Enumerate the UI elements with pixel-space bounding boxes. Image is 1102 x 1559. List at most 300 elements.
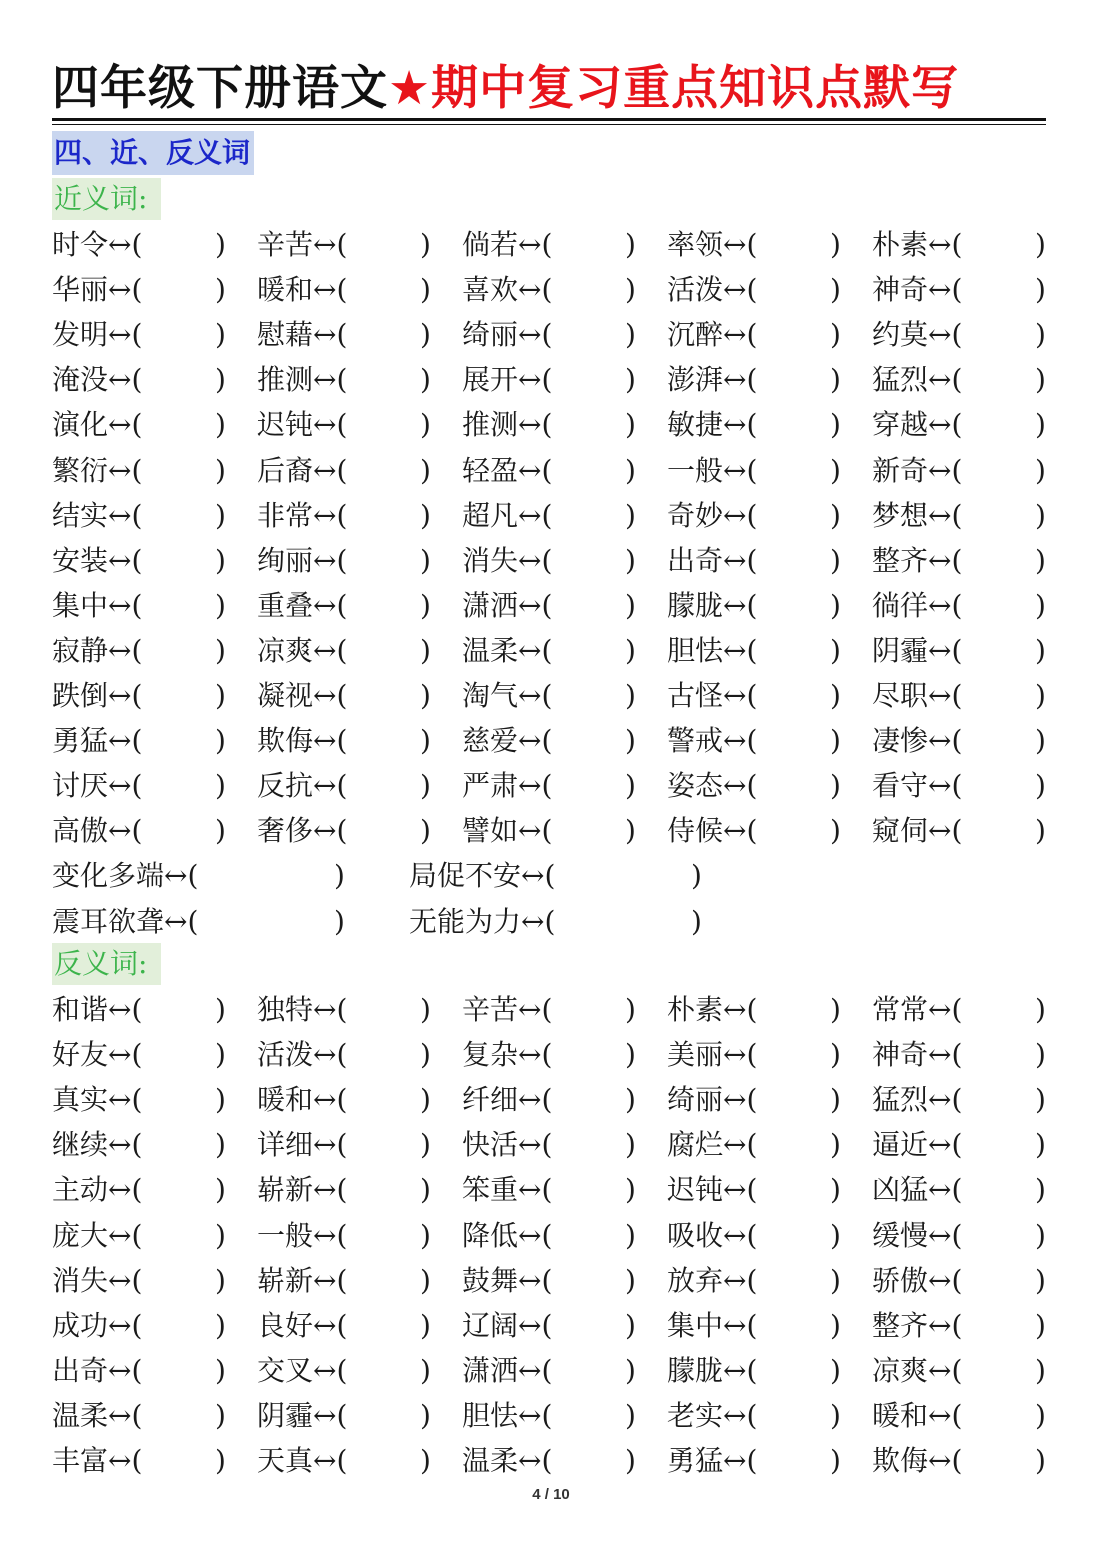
blank-close: ) (215, 453, 226, 487)
word-pair-entry (872, 1303, 962, 1348)
word: 暖和 (257, 1083, 314, 1117)
word: 辛苦 (462, 993, 519, 1026)
blank-close: ) (1035, 1173, 1046, 1207)
arrow-blank-open: ↔( (313, 1444, 348, 1477)
blank-close: ) (215, 543, 226, 577)
word: 严肃 (462, 769, 519, 803)
word-pair-entry (667, 267, 757, 312)
word-pair-entry (257, 718, 347, 763)
word-pair-entry (462, 718, 552, 763)
word-pair-entry (52, 987, 142, 1032)
arrow-blank-open: ↔( (108, 679, 143, 712)
word: 慈爱 (462, 724, 519, 758)
word: 和谐 (52, 993, 109, 1026)
arrow-blank-open: ↔( (108, 1218, 143, 1252)
blank-close: ) (830, 498, 841, 532)
word-pair-entry (257, 267, 347, 312)
word: 胆怯 (462, 1398, 519, 1432)
word: 凉爽 (872, 1353, 929, 1387)
word: 迟钝 (257, 408, 314, 442)
word: 天真 (257, 1444, 314, 1477)
word: 崭新 (257, 1173, 314, 1207)
word: 详细 (257, 1128, 314, 1162)
blank-close: ) (830, 1263, 841, 1297)
arrow-blank-open: ↔( (313, 1038, 348, 1072)
blank-close: ) (215, 1038, 226, 1072)
arrow-blank-open: ↔( (108, 769, 143, 803)
blank-close: ) (420, 1353, 431, 1387)
blank-close: ) (625, 814, 636, 848)
arrow-blank-open: ↔( (723, 408, 758, 442)
synonym-row (52, 312, 1052, 357)
blank-close: ) (625, 1173, 636, 1207)
word: 非常 (257, 498, 314, 532)
blank-close: ) (625, 1353, 636, 1387)
arrow-blank-open: ↔( (313, 633, 348, 667)
word-pair-entry (257, 583, 347, 628)
arrow-blank-open: ↔( (723, 1353, 758, 1387)
arrow-blank-open: ↔( (723, 814, 758, 848)
arrow-blank-open: ↔( (723, 1444, 758, 1477)
blank-close: ) (830, 814, 841, 848)
blank-close: ) (830, 1308, 841, 1342)
word: 真实 (52, 1083, 109, 1117)
arrow-blank-open: ↔( (928, 1128, 963, 1162)
antonym-row (52, 1213, 1052, 1258)
blank-close: ) (625, 1444, 636, 1477)
blank-close: ) (830, 273, 841, 307)
arrow-blank-open: ↔( (108, 814, 143, 848)
arrow-blank-open: ↔( (518, 543, 553, 577)
blank-close: ) (420, 318, 431, 352)
blank-close: ) (1035, 318, 1046, 352)
word: 猛烈 (872, 1083, 929, 1117)
synonym-row (52, 763, 1052, 808)
blank-close: ) (625, 1038, 636, 1072)
word: 主动 (52, 1173, 109, 1207)
blank-close: ) (830, 1444, 841, 1477)
word-pair-entry (52, 583, 142, 628)
word-pair-entry (872, 493, 962, 538)
arrow-blank-open: ↔( (313, 1263, 348, 1297)
word-pair-entry (462, 538, 552, 583)
word: 吸收 (667, 1218, 724, 1252)
arrow-blank-open: ↔( (723, 273, 758, 307)
blank-close: ) (420, 1083, 431, 1117)
idiom-entry (52, 899, 198, 944)
blank-close: ) (625, 588, 636, 622)
word-pair-entry (52, 1303, 142, 1348)
word-pair-entry (667, 763, 757, 808)
word: 集中 (667, 1308, 724, 1342)
arrow-blank-open: ↔( (108, 1398, 143, 1432)
arrow-blank-open: ↔( (108, 1308, 143, 1342)
blank-close: ) (215, 1218, 226, 1252)
blank-close: ) (830, 363, 841, 397)
word-pair-entry (257, 1348, 347, 1393)
word-pair-entry (52, 1077, 142, 1122)
word-pair-entry (257, 1167, 347, 1212)
word-pair-entry (52, 1258, 142, 1303)
synonym-row (52, 673, 1052, 718)
arrow-blank-open: ↔( (723, 453, 758, 487)
word-pair-entry (52, 763, 142, 808)
blank-close: ) (215, 1398, 226, 1432)
blank-close: ) (420, 1308, 431, 1342)
word-pair-entry (667, 1438, 757, 1483)
word-pair-entry (872, 357, 962, 402)
word: 尽职 (872, 679, 929, 712)
word: 寂静 (52, 633, 109, 667)
arrow-blank-open: ↔( (723, 498, 758, 532)
synonym-row (52, 448, 1052, 493)
word-pair-entry (667, 628, 757, 673)
word: 超凡 (462, 498, 519, 532)
word: 敏捷 (667, 408, 724, 442)
word: 常常 (872, 993, 929, 1026)
word-pair-entry (257, 987, 347, 1032)
arrow-blank-open: ↔( (928, 679, 963, 712)
blank-close: ) (830, 993, 841, 1026)
word-pair-entry (667, 538, 757, 583)
arrow-blank-open: ↔( (928, 1173, 963, 1207)
arrow-blank-open: ↔( (518, 1083, 553, 1117)
blank-close: ) (420, 363, 431, 397)
idiom-row (52, 899, 1052, 944)
antonyms-label: 反义词: (52, 943, 161, 985)
word: 暖和 (872, 1398, 929, 1432)
blank-close: ) (420, 498, 431, 532)
arrow-blank-open: ↔( (723, 363, 758, 397)
blank-close: ) (625, 408, 636, 442)
word: 凝视 (257, 679, 314, 712)
word: 笨重 (462, 1173, 519, 1207)
word-pair-entry (462, 312, 552, 357)
blank-close: ) (215, 1083, 226, 1117)
blank-close: ) (830, 724, 841, 758)
word: 勇猛 (667, 1444, 724, 1477)
antonym-row (52, 1303, 1052, 1348)
word-pair-entry (872, 1077, 962, 1122)
blank-close: ) (830, 1128, 841, 1162)
arrow-blank-open: ↔( (164, 904, 199, 938)
arrow-blank-open: ↔( (108, 1263, 143, 1297)
idiom-entry (409, 853, 555, 898)
blank-close: ) (420, 588, 431, 622)
word-pair-entry (257, 1122, 347, 1167)
word: 放弃 (667, 1263, 724, 1297)
word: 侍候 (667, 814, 724, 848)
title-grade: 四年级下册语文 (52, 61, 388, 116)
arrow-blank-open: ↔( (518, 318, 553, 352)
word: 譬如 (462, 814, 519, 848)
arrow-blank-open: ↔( (723, 769, 758, 803)
arrow-blank-open: ↔( (723, 1038, 758, 1072)
blank-close: ) (625, 679, 636, 712)
word: 温柔 (52, 1398, 109, 1432)
word-pair-entry (462, 1077, 552, 1122)
blank-close: ) (625, 228, 636, 261)
arrow-blank-open: ↔( (928, 543, 963, 577)
blank-close: ) (830, 769, 841, 803)
word-pair-entry (257, 538, 347, 583)
word: 温柔 (462, 633, 519, 667)
arrow-blank-open: ↔( (723, 1308, 758, 1342)
arrow-blank-open: ↔( (313, 1353, 348, 1387)
word-pair-entry (667, 1077, 757, 1122)
word-pair-entry (257, 1303, 347, 1348)
arrow-blank-open: ↔( (313, 363, 348, 397)
blank-close: ) (625, 543, 636, 577)
blank-close: ) (215, 408, 226, 442)
arrow-blank-open: ↔( (108, 1173, 143, 1207)
word-pair-entry (667, 357, 757, 402)
word-pair-entry (52, 402, 142, 447)
blank-close: ) (625, 273, 636, 307)
word: 轻盈 (462, 453, 519, 487)
arrow-blank-open: ↔( (928, 228, 963, 261)
blank-close: ) (625, 1128, 636, 1162)
word-pair-entry (52, 538, 142, 583)
word-pair-entry (257, 357, 347, 402)
word-pair-entry (872, 538, 962, 583)
arrow-blank-open: ↔( (518, 993, 553, 1026)
word-pair-entry (52, 312, 142, 357)
arrow-blank-open: ↔( (108, 588, 143, 622)
word-pair-entry (52, 628, 142, 673)
blank-close: ) (830, 318, 841, 352)
word-pair-entry (257, 493, 347, 538)
synonym-row (52, 357, 1052, 402)
word: 辛苦 (257, 228, 314, 261)
title-topic: 期中复习重点知识点默写 (431, 61, 960, 116)
arrow-blank-open: ↔( (313, 1218, 348, 1252)
arrow-blank-open: ↔( (313, 1308, 348, 1342)
word-pair-entry (257, 628, 347, 673)
blank-close: ) (215, 498, 226, 532)
word-pair-entry (667, 583, 757, 628)
arrow-blank-open: ↔( (313, 543, 348, 577)
word: 震耳欲聋 (52, 904, 165, 938)
arrow-blank-open: ↔( (313, 318, 348, 352)
arrow-blank-open: ↔( (518, 1444, 553, 1477)
blank-close: ) (420, 1038, 431, 1072)
word-pair-entry (257, 763, 347, 808)
word: 出奇 (52, 1353, 109, 1387)
blank-close: ) (1035, 769, 1046, 803)
blank-close: ) (420, 993, 431, 1026)
word-pair-entry (462, 448, 552, 493)
word: 暖和 (257, 273, 314, 307)
arrow-blank-open: ↔( (108, 1038, 143, 1072)
arrow-blank-open: ↔( (108, 993, 143, 1026)
arrow-blank-open: ↔( (518, 408, 553, 442)
word-pair-entry (872, 1122, 962, 1167)
word-pair-entry (872, 1393, 962, 1438)
arrow-blank-open: ↔( (313, 588, 348, 622)
word-pair-entry (257, 1213, 347, 1258)
blank-close: ) (420, 1398, 431, 1432)
arrow-blank-open: ↔( (313, 1398, 348, 1432)
blank-close: ) (625, 1263, 636, 1297)
word: 整齐 (872, 1308, 929, 1342)
blank-close: ) (1035, 1038, 1046, 1072)
word: 迟钝 (667, 1173, 724, 1207)
page-title (52, 58, 1046, 120)
arrow-blank-open: ↔( (928, 633, 963, 667)
arrow-blank-open: ↔( (928, 1218, 963, 1252)
blank-close: ) (1035, 1083, 1046, 1117)
title-underline (52, 118, 1046, 121)
word-pair-entry (667, 1348, 757, 1393)
word: 华丽 (52, 273, 109, 307)
antonym-row (52, 1438, 1052, 1483)
arrow-blank-open: ↔( (723, 1083, 758, 1117)
arrow-blank-open: ↔( (518, 1308, 553, 1342)
arrow-blank-open: ↔( (313, 228, 348, 261)
word: 绚丽 (257, 543, 314, 577)
arrow-blank-open: ↔( (518, 1038, 553, 1072)
word: 独特 (257, 993, 314, 1026)
word: 姿态 (667, 769, 724, 803)
word: 繁衍 (52, 453, 109, 487)
word: 胆怯 (667, 633, 724, 667)
word: 穿越 (872, 408, 929, 442)
blank-close: ) (215, 724, 226, 758)
antonym-row (52, 1258, 1052, 1303)
idiom-entry (409, 899, 555, 944)
word: 奇妙 (667, 498, 724, 532)
word-pair-entry (872, 402, 962, 447)
word-pair-entry (667, 1258, 757, 1303)
blank-close: ) (334, 904, 345, 938)
blank-close: ) (420, 543, 431, 577)
word-pair-entry (257, 222, 347, 267)
word: 警戒 (667, 724, 724, 758)
word: 慰藉 (257, 318, 314, 352)
blank-close: ) (215, 814, 226, 848)
word: 朦胧 (667, 1353, 724, 1387)
arrow-blank-open: ↔( (108, 1083, 143, 1117)
antonym-row (52, 987, 1052, 1032)
word: 奢侈 (257, 814, 314, 848)
word-pair-entry (462, 808, 552, 853)
word: 庞大 (52, 1218, 109, 1252)
blank-close: ) (830, 1038, 841, 1072)
word: 推测 (257, 363, 314, 397)
blank-close: ) (420, 724, 431, 758)
arrow-blank-open: ↔( (928, 363, 963, 397)
word: 梦想 (872, 498, 929, 532)
blank-close: ) (420, 408, 431, 442)
word: 新奇 (872, 453, 929, 487)
word: 神奇 (872, 273, 929, 307)
arrow-blank-open: ↔( (518, 1128, 553, 1162)
arrow-blank-open: ↔( (518, 633, 553, 667)
word-pair-entry (667, 402, 757, 447)
blank-close: ) (420, 1128, 431, 1162)
word: 鼓舞 (462, 1263, 519, 1297)
word: 缓慢 (872, 1218, 929, 1252)
blank-close: ) (1035, 993, 1046, 1026)
word: 绮丽 (462, 318, 519, 352)
word-pair-entry (462, 267, 552, 312)
arrow-blank-open: ↔( (518, 363, 553, 397)
word: 良好 (257, 1308, 314, 1342)
word-pair-entry (667, 1167, 757, 1212)
word: 高傲 (52, 814, 109, 848)
word: 骄傲 (872, 1263, 929, 1297)
word: 温柔 (462, 1444, 519, 1477)
word-pair-entry (462, 1303, 552, 1348)
word-pair-entry (462, 673, 552, 718)
word: 凄惨 (872, 724, 929, 758)
arrow-blank-open: ↔( (518, 679, 553, 712)
blank-close: ) (215, 633, 226, 667)
word-pair-entry (667, 1213, 757, 1258)
blank-close: ) (1035, 814, 1046, 848)
word: 看守 (872, 769, 929, 803)
word: 美丽 (667, 1038, 724, 1072)
idiom-row (52, 853, 1052, 898)
word: 凉爽 (257, 633, 314, 667)
word-pair-entry (872, 808, 962, 853)
antonym-row (52, 1032, 1052, 1077)
blank-close: ) (1035, 1218, 1046, 1252)
word-pair-entry (257, 1393, 347, 1438)
blank-close: ) (625, 1218, 636, 1252)
word-pair-entry (872, 1348, 962, 1393)
word-pair-entry (52, 673, 142, 718)
antonym-row (52, 1167, 1052, 1212)
arrow-blank-open: ↔( (108, 1444, 143, 1477)
arrow-blank-open: ↔( (928, 1444, 963, 1477)
arrow-blank-open: ↔( (108, 543, 143, 577)
word-pair-entry (667, 448, 757, 493)
word: 演化 (52, 408, 109, 442)
blank-close: ) (215, 228, 226, 261)
word-pair-entry (872, 312, 962, 357)
word-pair-entry (667, 493, 757, 538)
word-pair-entry (52, 1167, 142, 1212)
word: 展开 (462, 363, 519, 397)
word-pair-entry (52, 1032, 142, 1077)
word-pair-entry (872, 718, 962, 763)
blank-close: ) (215, 1263, 226, 1297)
arrow-blank-open: ↔( (723, 228, 758, 261)
arrow-blank-open: ↔( (928, 1308, 963, 1342)
word-pair-entry (462, 402, 552, 447)
arrow-blank-open: ↔( (518, 1173, 553, 1207)
word-pair-entry (667, 1032, 757, 1077)
word: 消失 (462, 543, 519, 577)
synonym-row (52, 583, 1052, 628)
word: 活泼 (257, 1038, 314, 1072)
word-pair-entry (257, 1438, 347, 1483)
word-pair-entry (52, 1122, 142, 1167)
arrow-blank-open: ↔( (108, 363, 143, 397)
blank-close: ) (215, 1353, 226, 1387)
blank-close: ) (625, 993, 636, 1026)
arrow-blank-open: ↔( (518, 498, 553, 532)
arrow-blank-open: ↔( (518, 1218, 553, 1252)
blank-close: ) (1035, 1444, 1046, 1477)
blank-close: ) (625, 633, 636, 667)
word-pair-entry (462, 1032, 552, 1077)
arrow-blank-open: ↔( (928, 1083, 963, 1117)
blank-close: ) (215, 769, 226, 803)
word-pair-entry (257, 448, 347, 493)
